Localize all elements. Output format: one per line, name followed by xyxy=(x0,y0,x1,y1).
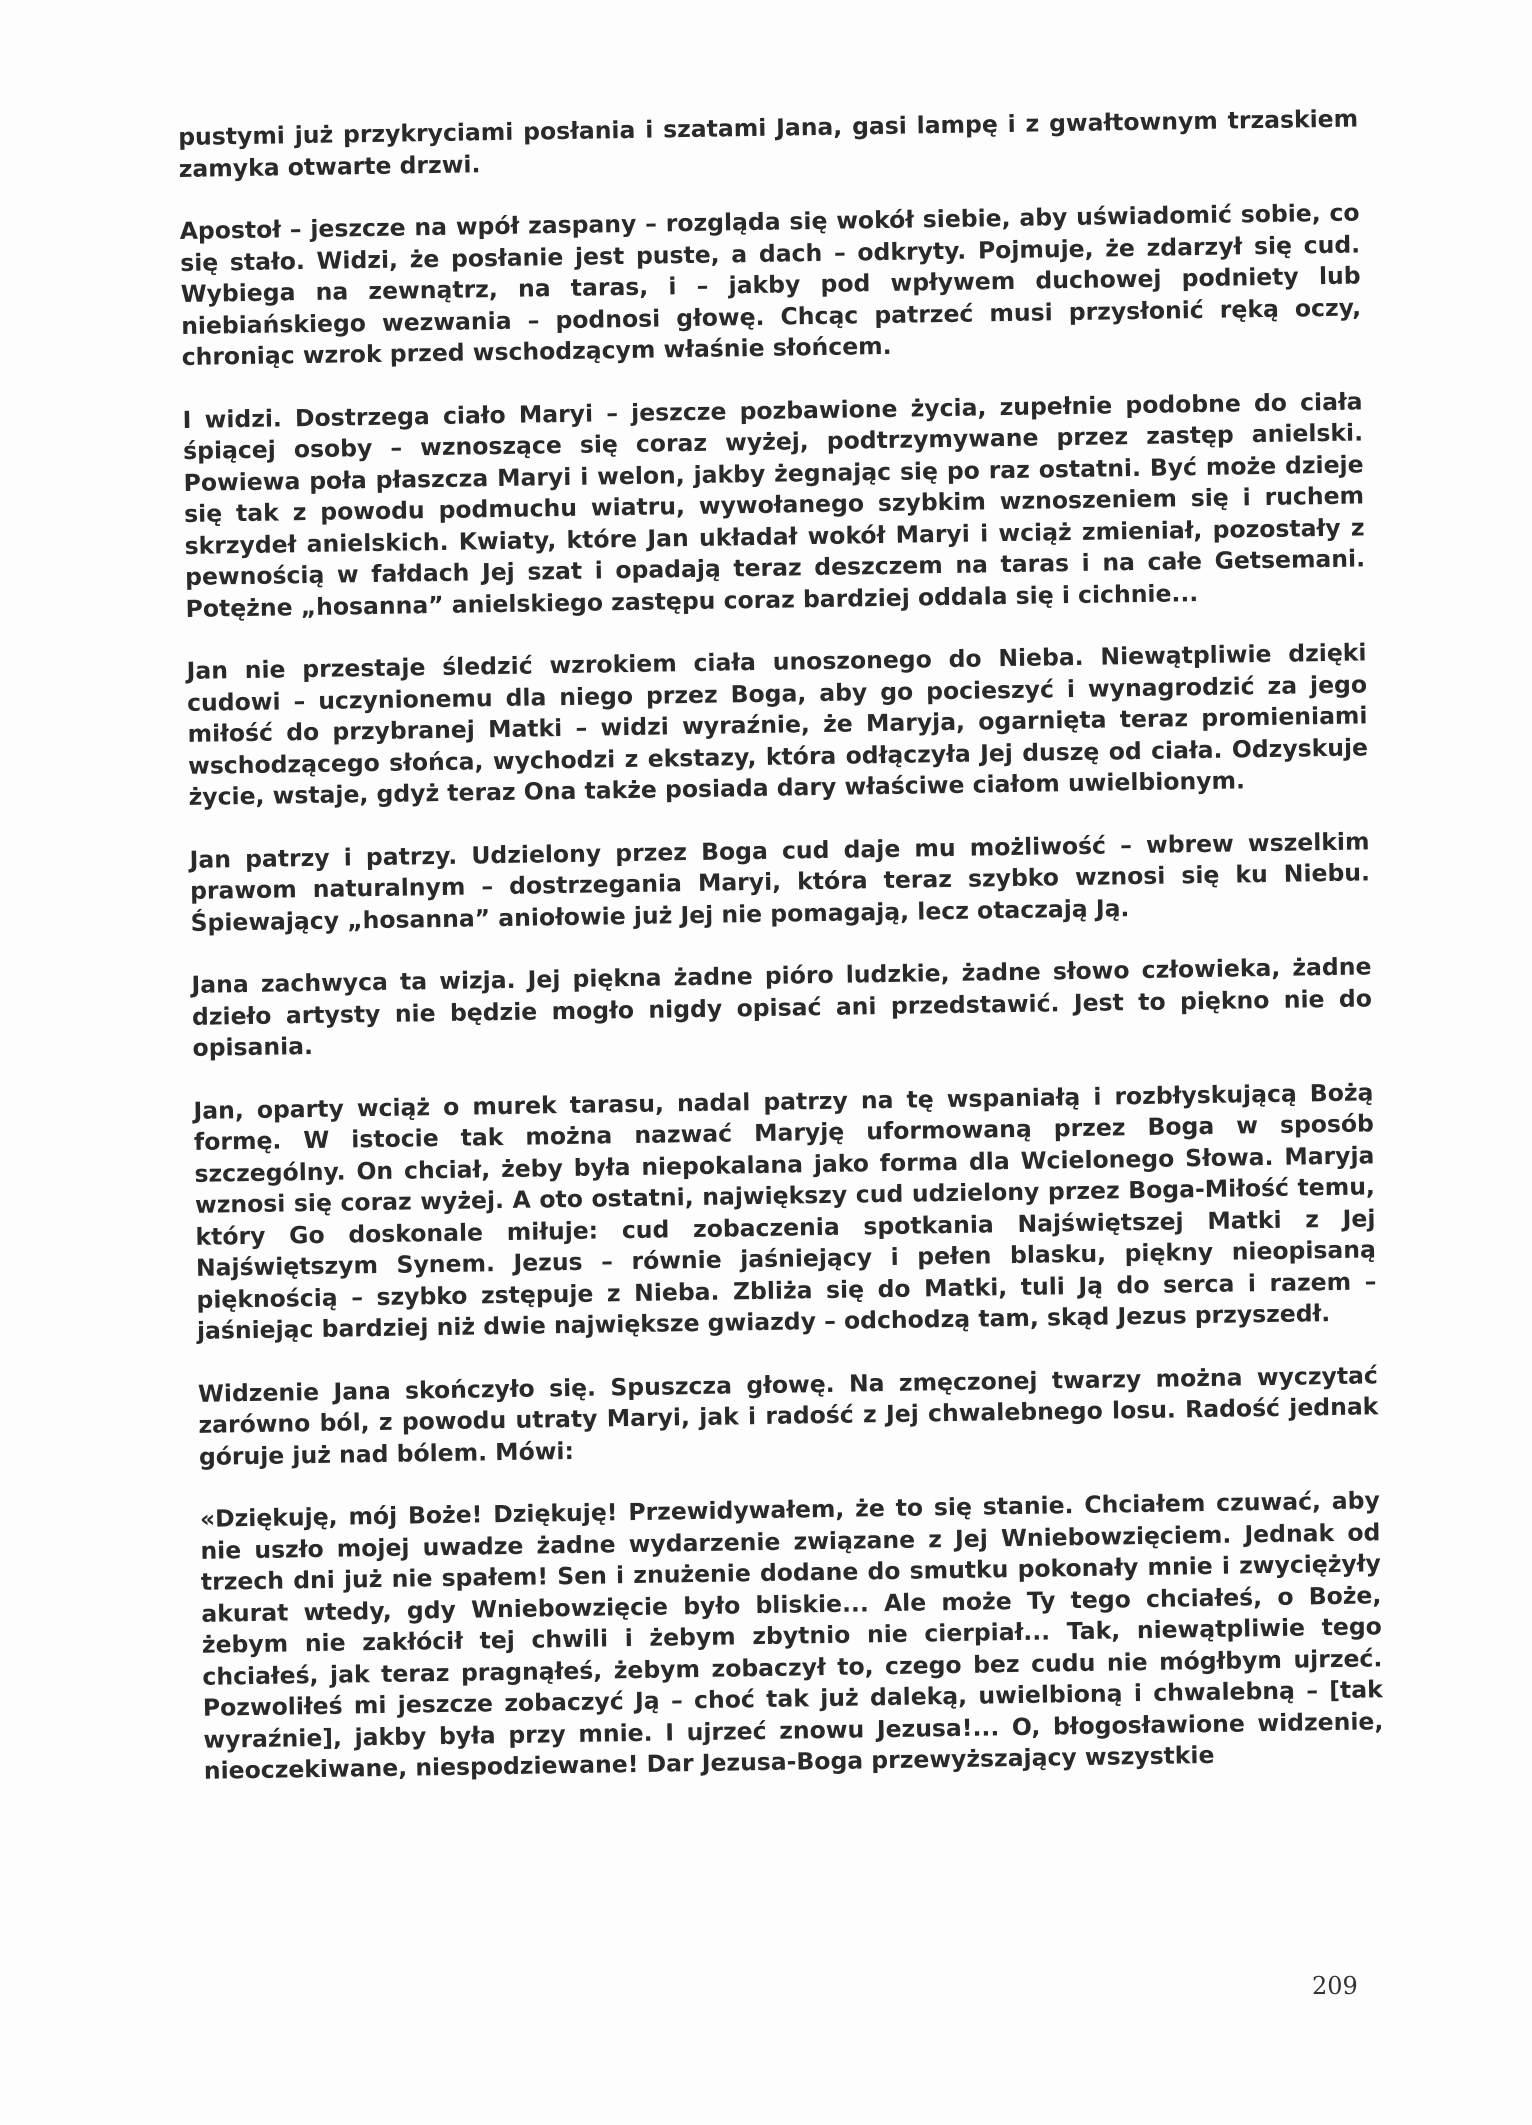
paragraph-6: Jana zachwyca ta wizja. Jej piękna żadne pióro ludzkie, żadne słowo człowieka, żadne dzieło artysty nie będzie mogło nigdy opisać ani przedstawić. Jest to piękno nie do opisania. xyxy=(191,952,1373,1062)
paragraph-5: Jan patrzy i patrzy. Udzielony przez Boga cud daje mu możliwość – wbrew wszelkim prawom naturalnym – dostrzegania Maryi, która teraz szybko wznosi się ku Niebu. Śpiewający „hosanna” aniołowie już Jej nie pomagają, lecz otaczają Ją. xyxy=(189,826,1371,937)
paragraph-3: I widzi. Dostrzega ciało Maryi – jeszcze pozbawione życia, zupełnie podobne do ciała śpiącej osoby – wznoszące się coraz wyżej, podtrzymywane przez zastęp anielski. Powiewa poła płaszcza Maryi i welon, jakby żegnając się po raz ostatni. Być może dzieje się tak z powodu podmuchu wiatru, wywołanego szybkim wznoszeniem się i ruchem skrzydeł anielskich. Kwiaty, które Jan układał wokół Maryi i wciąż zmieniał, pozostały z pewnością w fałdach Jej szat i opadają teraz deszczem na taras i na całe Getsemani. Potężne „hosanna” anielskiego zastępu coraz bardziej oddala się i cichnie... xyxy=(182,386,1366,623)
paragraph-1: pustymi już przykryciami posłania i szatami Jana, gasi lampę i z gwałtownym trzaskiem zamyka otwarte drzwi. xyxy=(178,104,1359,183)
paragraph-7: Jan, oparty wciąż o murek tarasu, nadal patrzy na tę wspaniałą i rozbłyskującą Bożą formę. W istocie tak można nazwać Maryję uformowaną przez Boga w sposób szczególny. On chciał, żeby była niepokalana jako forma dla Wcielonego Słowa. Maryja wznosi się coraz wyżej. A oto ostatni, największy cud udzielony przez Boga-Miłość temu, który Go doskonale miłuje: cud zobaczenia spotkania Najświętszej Matki z Jej Najświętszym Synem. Jezus – równie jaśniejący i pełen blasku, piękny nieopisaną pięknością – szybko zstępuje z Nieba. Zbliża się do Matki, tuli Ją do serca i razem – jaśniejąc bardziej niż dwie największe gwiazdy – odchodzą tam, skąd Jezus przyszedł. xyxy=(193,1077,1377,1345)
paragraph-9: «Dziękuję, mój Boże! Dziękuję! Przewidywałem, że to się stanie. Chciałem czuwać, aby nie uszło mojej uwadze żadne wydarzenie związane z Jej Wniebowzięciem. Jednak od trzech dni już nie spałem! Sen i znużenie dodane do smutku pokonały mnie i zwyciężyły akurat wtedy, gdy Wniebowzięcie było bliskie... Ale może Ty tego chciałeś, o Boże, żebym nie zakłócił tej chwili i żebym zbytnio nie cierpiał... Tak, niewątpliwie tego chciałeś, jak teraz pragnąłeś, żebym zobaczył to, czego bez cudu nie mógłbym ujrzeć. Pozwoliłeś mi jeszcze zobaczyć Ją – choć tak już daleką, uwielbioną i chwalebną – [tak wyraźnie], jakby była przy mnie. I ujrzeć znowu Jezusa!... O, błogosławione widzenie, nieoczekiwane, niespodziewane! Dar Jezusa-Boga przewyższający wszystkie xyxy=(199,1486,1384,1785)
paragraph-2: Apostoł – jeszcze na wpół zaspany – rozgląda się wokół siebie, aby uświadomić sobie, co się stało. Widzi, że posłanie jest puste, a dach – odkryty. Pojmuje, że zdarzył się cud. Wybiega na zewnątrz, na taras, i – jakby pod wpływem duchowej podniety lub niebiańskiego wezwania – podnosi głowę. Chcąc patrzeć musi przysłonić ręką oczy, chroniąc wzrok przed wschodzącym właśnie słońcem. xyxy=(179,198,1362,371)
page-number: 209 xyxy=(1312,1972,1358,2000)
paragraph-8: Widzenie Jana skończyło się. Spuszcza głowę. Na zmęczonej twarzy można wyczytać zarówno ból, z powodu utraty Maryi, jak i radość z Jej chwalebnego losu. Radość jednak góruje już nad bólem. Mówi: xyxy=(197,1360,1379,1471)
body-text xyxy=(178,103,1385,1818)
paragraph-4: Jan nie przestaje śledzić wzrokiem ciała unoszonego do Nieba. Niewątpliwie dzięki cudowi – uczynionemu dla niego przez Boga, aby go pocieszyć i wynagrodzić za jego miłość do przybranej Matki – widzi wyraźnie, że Maryja, ogarnięta teraz promieniami wschodzącego słońca, wychodzi z ekstazy, która odłączyła Jej duszę od ciała. Odzyskuje życie, wstaje, gdyż teraz Ona także posiada dary właściwe ciałom uwielbionym. xyxy=(186,638,1369,811)
